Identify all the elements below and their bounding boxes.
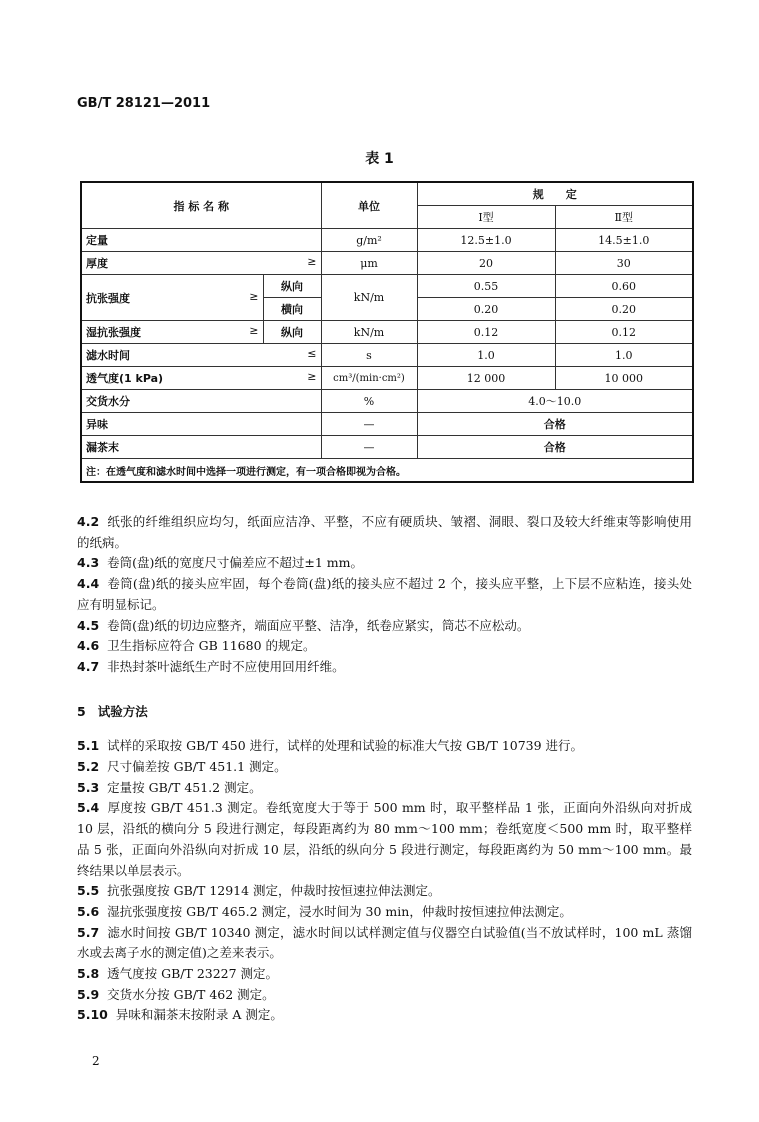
clause-number: 5.1	[77, 738, 100, 754]
clause-text: 抗张强度按 GB/T 12914 测定，仲裁时按恒速拉伸法测定。	[107, 883, 441, 899]
clause-number: 4.4	[77, 576, 100, 592]
row-value-type1: 12.5±1.0	[417, 229, 555, 252]
row-value-type1: 0.12	[417, 321, 555, 344]
clause-number: 5.7	[77, 924, 100, 940]
row-value-both: 合格	[417, 436, 693, 459]
row-unit: μm	[321, 252, 417, 275]
row-value-both: 合格	[417, 413, 693, 436]
table-row	[81, 390, 693, 413]
col-spec-header: 规 定	[417, 182, 693, 206]
row-symbol: ≥	[307, 370, 317, 383]
clause-number: 5.5	[77, 883, 100, 899]
body-text	[77, 512, 692, 1026]
clause	[77, 923, 692, 964]
clause	[77, 553, 692, 574]
clause-text: 试样的采取按 GB/T 450 进行，试样的处理和试验的标准大气按 GB/T 10739 进行。	[107, 738, 584, 754]
spec-table	[80, 181, 694, 483]
table-row	[81, 229, 693, 252]
row-name: 异味	[81, 413, 321, 436]
col-name-header: 指 标 名 称	[81, 182, 321, 229]
clause	[77, 616, 692, 637]
table-row	[81, 344, 693, 367]
clause	[77, 902, 692, 923]
row-name: 透气度(1 kPa)	[86, 372, 164, 385]
row-symbol: ≥	[249, 324, 259, 337]
clause-number: 4.7	[77, 658, 100, 674]
row-name: 湿抗张强度	[86, 326, 141, 339]
clause-text: 卷筒(盘)纸的接头应牢固，每个卷筒(盘)纸的接头应不超过 2 个，接头应平整，上下层不应粘连，接头处应有明显标记。	[77, 576, 692, 612]
clause	[77, 636, 692, 657]
row-name: 厚度	[86, 257, 108, 270]
clause-number: 4.6	[77, 638, 100, 654]
row-unit: —	[321, 413, 417, 436]
table-caption: 表 1	[365, 151, 394, 167]
row-name: 交货水分	[81, 390, 321, 413]
row-unit: s	[321, 344, 417, 367]
table-note: 注：在透气度和滤水时间中选择一项进行测定，有一项合格即视为合格。	[81, 459, 693, 483]
row-unit: cm³/(min·cm²)	[321, 367, 417, 390]
page-number: 2	[92, 1054, 100, 1068]
row-name: 漏茶末	[81, 436, 321, 459]
row-direction: 纵向	[263, 275, 321, 298]
clause-text: 卷筒(盘)纸的宽度尺寸偏差应不超过±1 mm。	[107, 555, 364, 571]
row-value-type2: 14.5±1.0	[555, 229, 693, 252]
clause	[77, 964, 692, 985]
row-unit: %	[321, 390, 417, 413]
clause-number: 5.6	[77, 903, 100, 919]
row-unit: g/m²	[321, 229, 417, 252]
row-symbol: ≤	[307, 347, 317, 360]
clause-text: 滤水时间按 GB/T 10340 测定，滤水时间以试样测定值与仪器空白试验值(当不放试样时，100 mL 蒸馏水或去离子水的测定值)之差来表示。	[77, 924, 692, 961]
clause-number: 4.2	[77, 514, 100, 529]
row-value-type2: 0.60	[555, 275, 693, 298]
clause-text: 卷筒(盘)纸的切边应整齐，端面应平整、洁净，纸卷应紧实，筒芯不应松动。	[107, 617, 530, 633]
row-unit: kN/m	[321, 321, 417, 344]
clause-text: 纸张的纤维组织应均匀，纸面应洁净、平整，不应有硬质块、皱褶、洞眼、裂口及较大纤维束等影响使用的纸病。	[77, 514, 692, 550]
row-name-cell	[81, 275, 263, 321]
row-value-type2: 1.0	[555, 344, 693, 367]
row-symbol: ≥	[249, 289, 259, 303]
row-name: 抗张强度	[86, 291, 130, 305]
clause	[77, 657, 692, 678]
row-value-type1: 20	[417, 252, 555, 275]
row-name-cell	[81, 321, 263, 344]
table-row	[81, 275, 693, 298]
row-direction: 纵向	[263, 321, 321, 344]
section-heading	[77, 702, 692, 723]
clause	[77, 798, 692, 881]
clause-text: 非热封茶叶滤纸生产时不应使用回用纤维。	[107, 658, 345, 674]
row-value-type2: 0.12	[555, 321, 693, 344]
table-row	[81, 367, 693, 390]
row-value-type1: 0.20	[417, 298, 555, 321]
table-note-row	[81, 459, 693, 483]
clause	[77, 757, 692, 778]
clause-text: 尺寸偏差按 GB/T 451.1 测定。	[107, 759, 287, 775]
type1-header: Ⅰ型	[417, 206, 555, 229]
row-symbol: ≥	[307, 255, 317, 268]
row-value-type2: 10 000	[555, 367, 693, 390]
row-unit: kN/m	[321, 275, 417, 321]
clause-number: 4.3	[77, 555, 100, 571]
clause-number: 5.2	[77, 759, 100, 775]
clause-number: 5.4	[77, 800, 100, 816]
row-name-cell	[81, 344, 321, 367]
clause-number: 5.10	[77, 1007, 108, 1023]
clause-text: 湿抗张强度按 GB/T 465.2 测定，浸水时间为 30 min，仲裁时按恒速拉伸法测定。	[107, 903, 572, 919]
row-name-cell	[81, 252, 321, 275]
row-name: 定量	[81, 229, 321, 252]
row-value-type2: 0.20	[555, 298, 693, 321]
table-row	[81, 436, 693, 459]
clause-text: 异味和漏茶末按附录 A 测定。	[115, 1007, 283, 1023]
row-value-type2: 30	[555, 252, 693, 275]
row-value-type1: 0.55	[417, 275, 555, 298]
clause-text: 透气度按 GB/T 23227 测定。	[107, 966, 279, 982]
table-header-row	[81, 182, 693, 206]
clause-number: 5.3	[77, 779, 100, 795]
row-unit: —	[321, 436, 417, 459]
table-row	[81, 413, 693, 436]
row-name-cell	[81, 367, 321, 390]
clause	[77, 1005, 692, 1026]
clause	[77, 736, 692, 757]
table-row	[81, 321, 693, 344]
section-number: 5	[77, 703, 86, 719]
clause-text: 交货水分按 GB/T 462 测定。	[107, 986, 275, 1002]
clause-number: 5.9	[77, 986, 100, 1002]
col-unit-header: 单位	[321, 182, 417, 229]
clause	[77, 512, 692, 553]
clause-number: 5.8	[77, 966, 100, 982]
row-value-type1: 12 000	[417, 367, 555, 390]
clause-text: 卫生指标应符合 GB 11680 的规定。	[107, 638, 316, 654]
section-title: 试验方法	[97, 703, 148, 719]
clause	[77, 985, 692, 1006]
type2-header: Ⅱ型	[555, 206, 693, 229]
row-name: 滤水时间	[86, 349, 130, 362]
clause	[77, 778, 692, 799]
clause-text: 厚度按 GB/T 451.3 测定。卷纸宽度大于等于 500 mm 时，取平整样品 1 张，正面向外沿纵向对折成 10 层，沿纸的横向分 5 段进行测定，每段距离约为 80 mm～100 mm；卷纸宽度＜500 mm 时，取平整样品 5 张，正面向外沿纵向对折成 10 层，沿纸的纵向分 5 段进行测定，每段距离约为 50 mm～100 mm。最终结果以单层表示。	[77, 800, 692, 878]
clause-text: 定量按 GB/T 451.2 测定。	[107, 779, 262, 795]
clause	[77, 574, 692, 615]
row-value-type1: 1.0	[417, 344, 555, 367]
clause-number: 4.5	[77, 617, 100, 633]
table-row	[81, 252, 693, 275]
row-direction: 横向	[263, 298, 321, 321]
row-value-both: 4.0～10.0	[417, 390, 693, 413]
clause	[77, 881, 692, 902]
standard-header: GB/T 28121—2011	[77, 96, 211, 111]
